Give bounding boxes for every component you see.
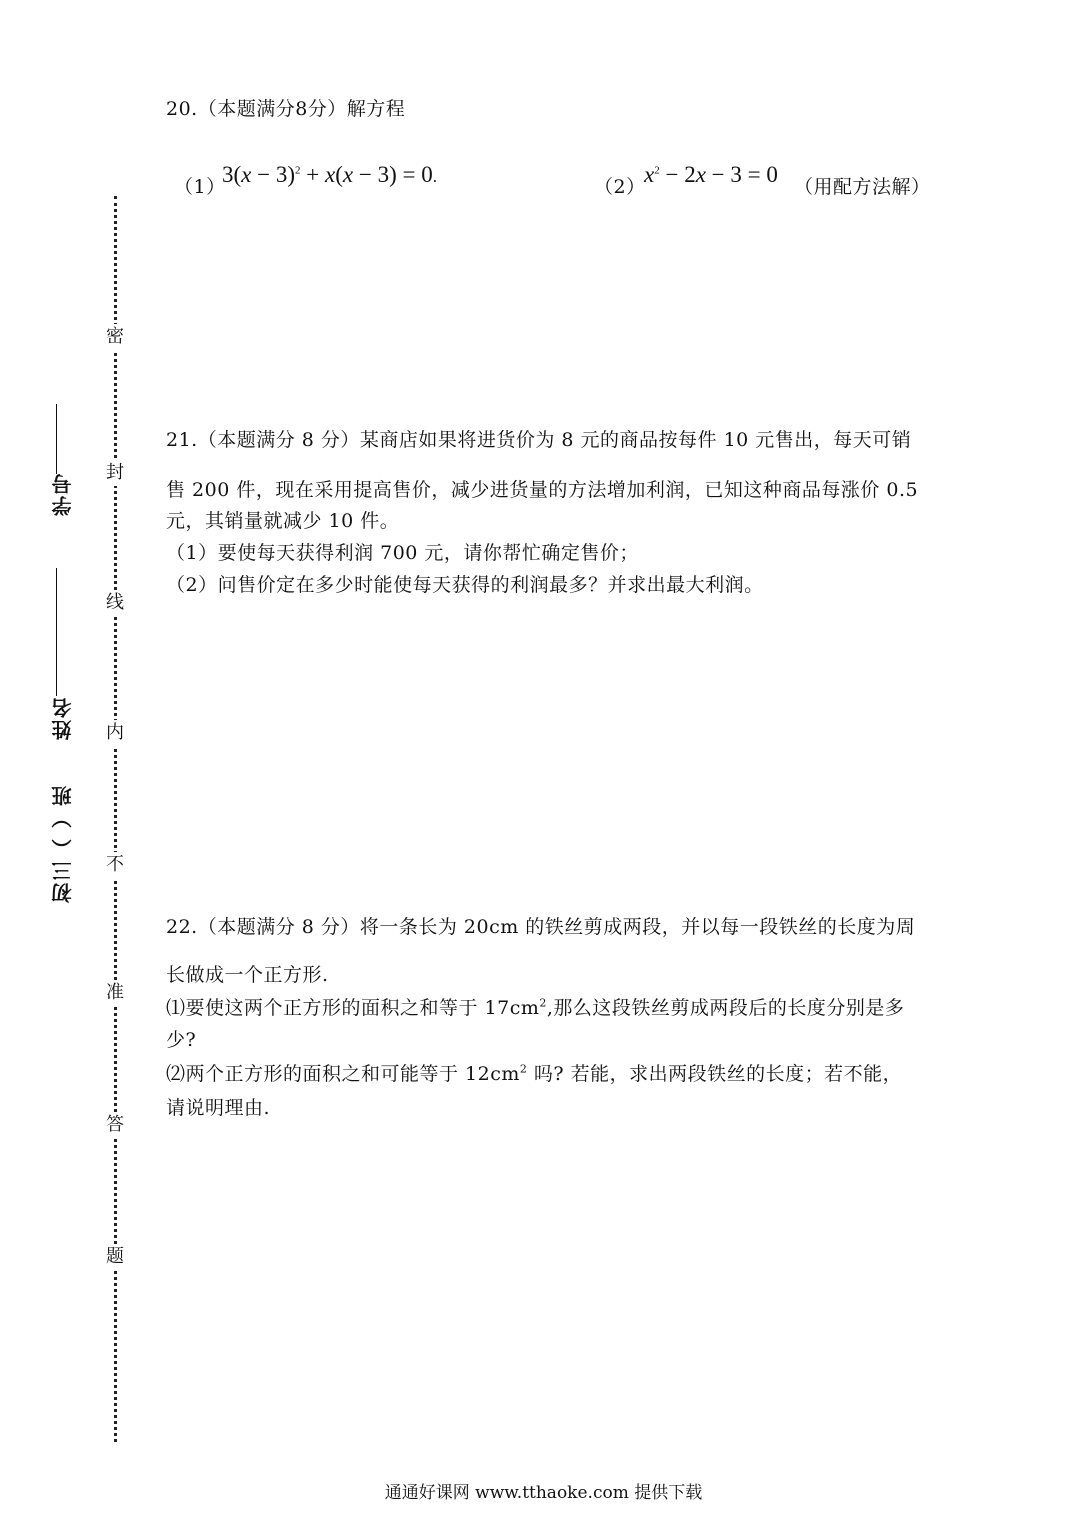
q21-line2: 售 200 件，现在采用提高售价，减少进货量的方法增加利润，已知这种商品每涨价 0.5 [166,479,919,501]
footer-source-credit: 通通好课网 www.tthaoke.com 提供下载 [384,1483,703,1503]
exponent: 2 [539,996,547,1010]
eq-part: − 3) = 0 [353,162,433,187]
seal-char-3: 线 [103,590,127,616]
name-label: 姓名 [51,696,75,740]
q20-part2-label: （2） [594,176,646,198]
q22-part2-text: 吗? 若能，求出两段铁丝的长度；若不能， [527,1063,903,1085]
q22-part1-cont: 少? [166,1029,197,1051]
q22-part2-text: ⑵两个正方形的面积之和可能等于 12cm [166,1063,520,1085]
seal-char-5: 不 [103,852,127,878]
var-x: x [342,162,354,187]
exponent: 2 [295,164,301,177]
q22-part1-text: ⑴要使这两个正方形的面积之和等于 17cm [166,997,540,1019]
student-id-label: 学号 [51,472,75,516]
q20-part2-equation [644,162,778,188]
seal-char-6: 准 [103,980,127,1006]
q22-line2: 长做成一个正方形. [166,964,329,986]
seal-char-4: 内 [103,720,127,746]
q20-part1-equation [222,162,437,188]
eq-part: + [300,162,326,187]
seal-char-7: 答 [103,1112,127,1138]
eq-part: − 2 [659,162,696,187]
q21-line3: 元，其销量就减少 10 件。 [166,510,400,532]
eq-part: 3( [222,162,242,187]
q22-part1 [166,991,904,1025]
q21-line1: 21.（本题满分 8 分）某商店如果将进货价为 8 元的商品按每件 10 元售出，每天可销 [166,429,912,451]
q22-part2 [166,1057,902,1091]
seal-char-1: 密 [103,324,127,350]
student-id-blank [56,404,57,474]
q20-part2-method-note: （用配方法解） [794,176,931,198]
q22-part2-cont: 请说明理由. [166,1097,271,1119]
name-blank [56,568,57,696]
seal-char-8: 题 [103,1244,127,1270]
var-x: x [644,162,655,187]
q21-part2: （2）问售价定在多少时能使每天获得的利润最多？并求出最大利润。 [166,574,764,596]
eq-part: − 3 = 0 [705,162,778,187]
var-x: x [325,162,336,187]
class-label: 初三（ ）班 [51,784,75,903]
q20-part1-label: （1） [174,176,226,198]
var-x: x [241,162,252,187]
eq-part: − 3) [251,162,296,187]
q21-part1: （1）要使每天获得利润 700 元，请你帮忙确定售价； [166,542,639,564]
eq-period: . [432,167,437,186]
var-x: x [695,162,706,187]
exponent: 2 [654,164,660,177]
q20-heading: 20.（本题满分8分）解方程 [166,98,406,120]
eq-part: ( [335,162,343,187]
q22-line1: 22.（本题满分 8 分）将一条长为 20cm 的铁丝剪成两段，并以每一段铁丝的长度为周 [166,916,916,938]
seal-char-2: 封 [103,460,127,486]
exponent: 2 [519,1062,528,1076]
q22-part1-text: ,那么这段铁丝剪成两段后的长度分别是多 [546,997,905,1019]
